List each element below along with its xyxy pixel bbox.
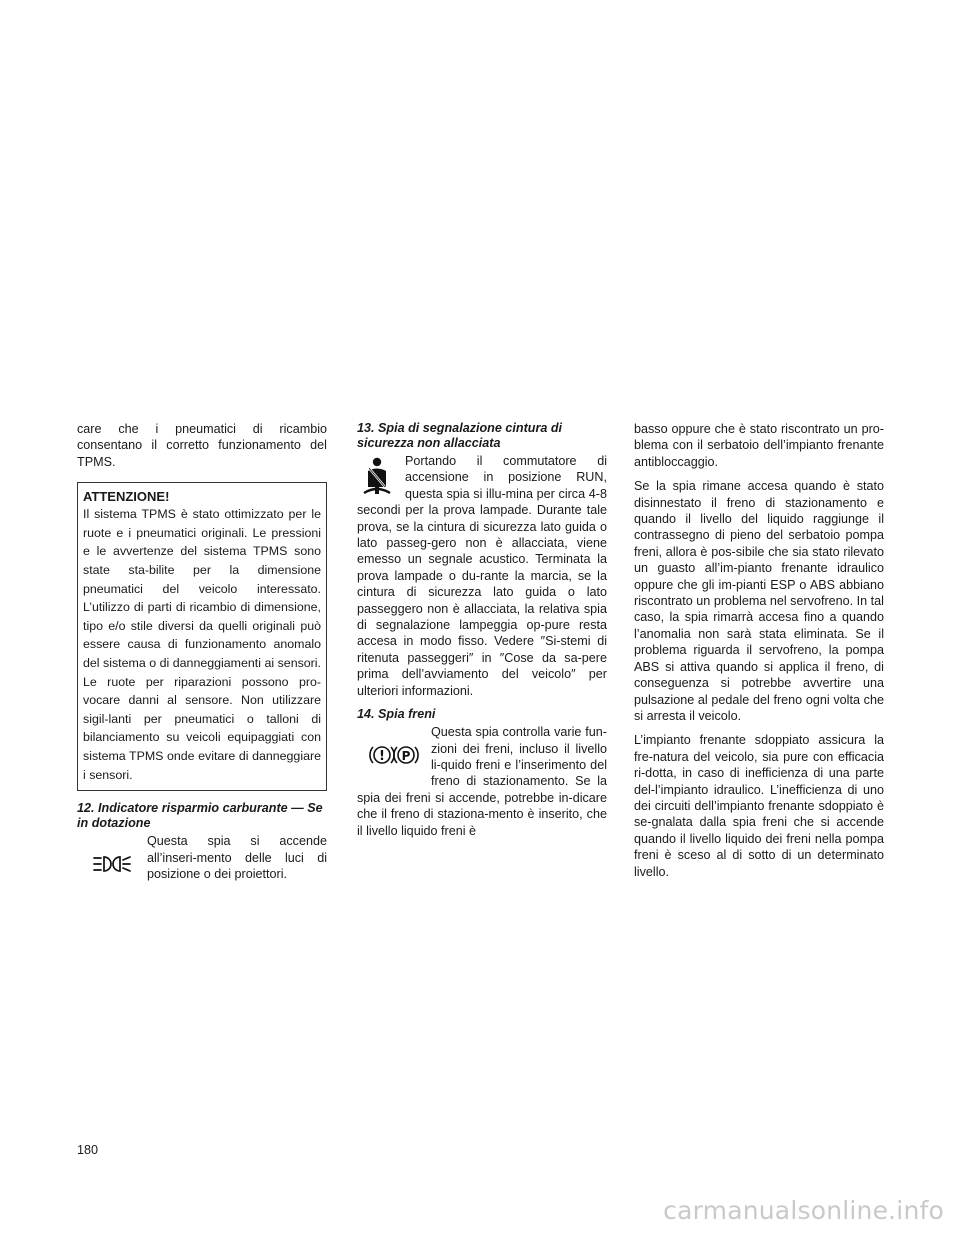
section-14-title: 14. Spia freni [357,707,436,722]
warning-title: ATTENZIONE! [83,489,170,505]
column-right [634,421,884,888]
brake-paragraph-3: L’impianto frenante sdoppiato assicura la fre-natura del veicolo, sia pure con efficacia ri-dotta, in caso di inefficienza di una parte del-l’impianto idraulico. L’inefficienza di uno dei circuiti dell’impianto frenante sdoppiato è se-gnalata dalla spia freni che si accende quando il livello liquido dei freni nella pompa freni è sceso al di sotto di un determinato livello. [634,733,884,879]
section-12-title: 12. Indicatore risparmio carburante — Se in dotazione [77,801,323,831]
brake-paragraph-2: Se la spia rimane accesa quando è stato disinnestato il freno di stazionamento e quando il livello del liquido raggiunge il contrassegno di pieno del serbatoio pompa freni, allora è pos-sibile che sia stato rilevato un guasto all’im-pianto frenante idraulico oppure che gli im-pianti ESP o ABS abbiano riscontrato un problema nel servofreno. In tal caso, la spia rimarrà accesa fino a quando l’anomalia non sarà stata eliminata. Se il problema riguarda il servofreno, la pompa ABS si attiva quando si applica il freno, di conseguenza si potrebbe avvertire una pulsazione al pedale del freno ogni volta che si arresta il veicolo. [634,479,884,723]
intro-paragraph: care che i pneumatici di ricambio consentano il corretto funzionamento del TPMS. [77,422,327,469]
brake-warning-icon [357,724,431,786]
brake-paragraph-1: basso oppure che è stato riscontrato un pro-blema con il serbatoio dell’impianto frenante antibloccaggio. [634,422,884,469]
seatbelt-icon [357,453,397,501]
watermark: carmanualsonline.info [663,1196,944,1225]
column-middle [357,421,607,847]
section-12-text: Questa spia si accende all’inseri-mento delle luci di posizione o dei proiettori. [147,834,327,881]
page-number: 180 [77,1143,99,1157]
section-13-title: 13. Spia di segnalazione cintura di sicurezza non allacciata [357,421,563,450]
svg-text:P: P [401,749,411,764]
svg-text:!: ! [379,749,385,765]
warning-text: Il sistema TPMS è stato ottimizzato per le ruote e i pneumatici originali. Le pressioni e le avvertenze del sistema TPMS sono state sta-bilite per la dimensione pneumatici del veicolo interessato. L’utilizzo di parti di ricambio di dimensione, tipo e/o stile diversi da quelli originali può essere causa di funzionamento anomalo del sistema o di danneggiamenti ai sensori. Le ruote per riparazioni possono pro-vocare danni al sensore. Non utilizzare sigil-lanti per pneumatici o talloni di bilanciamento su veicoli equipaggiati con sistema TPMS onde evitare di danneggiare i sensori. [83,507,321,782]
warning-box [77,482,327,791]
section-13-text: Portando il commutatore di accensione in posizione RUN, questa spia si illu-mina per circa 4-8 secondi per la prova lampade. Durante tale prova, se la cintura di sicurezza lato guida o lato passeg-gero non è allacciata, viene emesso un segnale acustico. Terminata la prova lampade o du-rante la marcia, se la cintura di sicurezza lato guida o lato passeggero non è allacciata, la relativa spia di segnalazione lampeggia op-pure resta accesa in modo fisso. Vedere ″Si-stemi di ritenuta passeggeri″ in ″Cose da sa-pere prima dell’avviamento del veicolo″ per ulteriori informazioni. [357,454,607,698]
column-left [77,421,327,891]
parking-lights-icon [77,837,147,891]
section-14-text: Questa spia controlla varie fun-zioni dei freni, incluso il livello li-quido freni e l’inserimento del freno di stazionamento. Se la spia dei freni si accende, potrebbe in-dicare che il freno di staziona-mento è inserito, che il livello liquido freni è [357,725,607,838]
